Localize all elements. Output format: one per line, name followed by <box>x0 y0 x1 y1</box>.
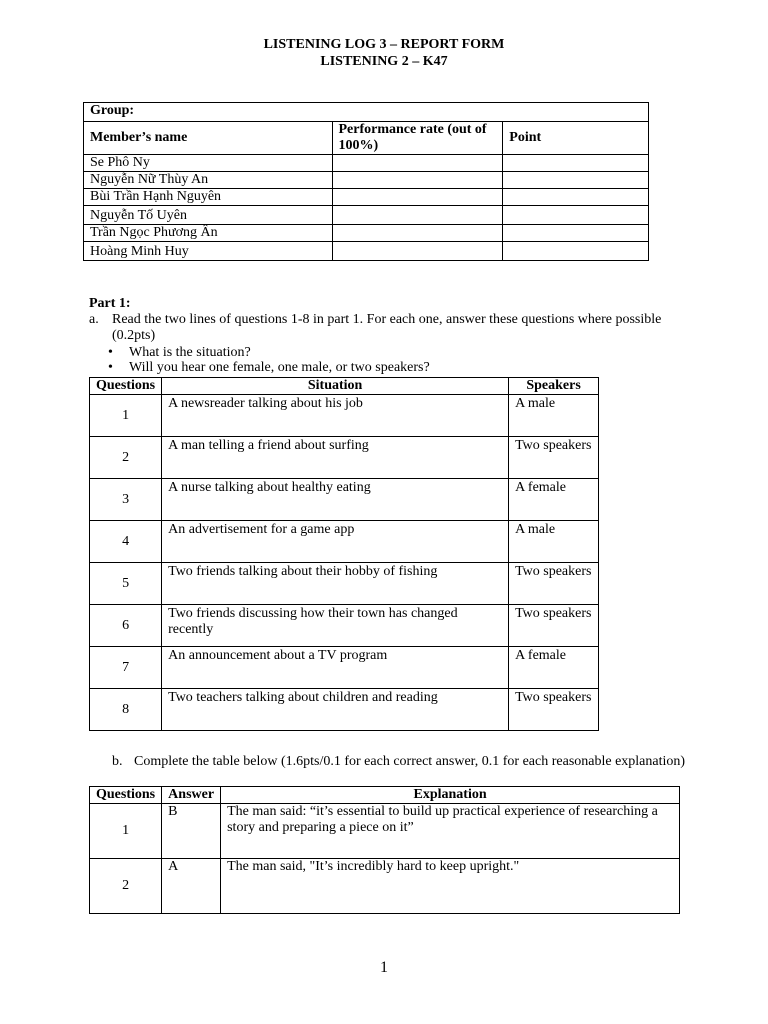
member-row <box>84 189 649 206</box>
explanation-cell: The man said, "It’s incredibly hard to keep upright." <box>221 859 680 914</box>
bullet-text: Will you hear one female, one male, or two speakers? <box>129 360 430 375</box>
explanation-header: Explanation <box>221 787 680 804</box>
situation-cell: A newsreader talking about his job <box>162 395 509 437</box>
point-cell[interactable] <box>503 206 649 225</box>
question-number: 3 <box>90 479 162 521</box>
performance-header: Performance rate (out of 100%) <box>332 122 503 155</box>
point-cell[interactable] <box>503 189 649 206</box>
speakers-cell: A female <box>509 479 599 521</box>
answer-cell: A <box>162 859 221 914</box>
bullet-text: What is the situation? <box>129 345 251 360</box>
speakers-cell: A female <box>509 647 599 689</box>
performance-cell[interactable] <box>332 206 503 225</box>
answer-header-row <box>90 787 680 804</box>
member-row <box>84 242 649 261</box>
member-name: Nguyễn Nữ Thùy An <box>84 172 333 189</box>
report-subtitle: LISTENING 2 – K47 <box>320 54 448 69</box>
performance-cell[interactable] <box>332 172 503 189</box>
point-cell[interactable] <box>503 225 649 242</box>
member-row <box>84 155 649 172</box>
group-row <box>84 103 649 122</box>
question-number: 5 <box>90 563 162 605</box>
answer-table <box>89 786 680 914</box>
questions-header: Questions <box>90 787 162 804</box>
part1a-instruction: Read the two lines of questions 1-8 in part 1. For each one, answer these questions where possible <box>112 312 662 327</box>
bullet-icon: • <box>108 360 113 375</box>
question-number: 1 <box>90 395 162 437</box>
situation-table <box>89 377 599 731</box>
question-number: 6 <box>90 605 162 647</box>
situation-cell: An announcement about a TV program <box>162 647 509 689</box>
group-members-table <box>83 102 649 261</box>
speakers-cell: Two speakers <box>509 605 599 647</box>
part1b-marker: b. <box>112 754 123 769</box>
table-row <box>90 859 680 914</box>
part1a-instruction-points: (0.2pts) <box>112 328 156 343</box>
situation-header: Situation <box>162 378 509 395</box>
member-row <box>84 225 649 242</box>
page-number: 1 <box>380 959 388 976</box>
situation-cell: An advertisement for a game app <box>162 521 509 563</box>
bullet-icon: • <box>108 345 113 360</box>
performance-cell[interactable] <box>332 189 503 206</box>
member-name: Hoàng Minh Huy <box>84 242 333 261</box>
member-name: Trần Ngọc Phương Ân <box>84 225 333 242</box>
question-number: 4 <box>90 521 162 563</box>
member-name: Se Phô Ny <box>84 155 333 172</box>
speakers-header: Speakers <box>509 378 599 395</box>
member-name: Bùi Trần Hạnh Nguyên <box>84 189 333 206</box>
part1b-instruction: Complete the table below (1.6pts/0.1 for each correct answer, 0.1 for each reasonable explanation) <box>134 754 686 769</box>
speakers-cell: Two speakers <box>509 563 599 605</box>
table-row <box>90 521 599 563</box>
answer-cell: B <box>162 804 221 859</box>
table-row <box>90 395 599 437</box>
answer-header: Answer <box>162 787 221 804</box>
member-row <box>84 172 649 189</box>
speakers-cell: A male <box>509 521 599 563</box>
point-cell[interactable] <box>503 242 649 261</box>
table-row <box>90 605 599 647</box>
group-header-row <box>84 122 649 155</box>
situation-cell: A man telling a friend about surfing <box>162 437 509 479</box>
member-name: Nguyễn Tố Uyên <box>84 206 333 225</box>
situation-cell: Two teachers talking about children and reading <box>162 689 509 731</box>
report-title: LISTENING LOG 3 – REPORT FORM <box>263 37 505 52</box>
situation-cell: A nurse talking about healthy eating <box>162 479 509 521</box>
table-row <box>90 647 599 689</box>
performance-cell[interactable] <box>332 155 503 172</box>
performance-cell[interactable] <box>332 242 503 261</box>
part1-title: Part 1: <box>89 296 131 311</box>
situation-cell: Two friends talking about their hobby of fishing <box>162 563 509 605</box>
speakers-cell: Two speakers <box>509 437 599 479</box>
explanation-cell: The man said: “it’s essential to build up practical experience of researching a story and preparing a piece on it” <box>221 804 680 859</box>
performance-cell[interactable] <box>332 225 503 242</box>
situation-header-row <box>90 378 599 395</box>
table-row <box>90 437 599 479</box>
member-row <box>84 206 649 225</box>
questions-header: Questions <box>90 378 162 395</box>
table-row <box>90 563 599 605</box>
question-number: 7 <box>90 647 162 689</box>
group-label: Group: <box>84 103 649 122</box>
question-number: 8 <box>90 689 162 731</box>
speakers-cell: A male <box>509 395 599 437</box>
table-row <box>90 804 680 859</box>
question-number: 1 <box>90 804 162 859</box>
question-number: 2 <box>90 437 162 479</box>
table-row <box>90 689 599 731</box>
speakers-cell: Two speakers <box>509 689 599 731</box>
question-number: 2 <box>90 859 162 914</box>
part1a-marker: a. <box>89 312 99 327</box>
point-header: Point <box>503 122 649 155</box>
point-cell[interactable] <box>503 172 649 189</box>
table-row <box>90 479 599 521</box>
situation-cell: Two friends discussing how their town has changed recently <box>162 605 509 647</box>
member-name-header: Member’s name <box>84 122 333 155</box>
point-cell[interactable] <box>503 155 649 172</box>
